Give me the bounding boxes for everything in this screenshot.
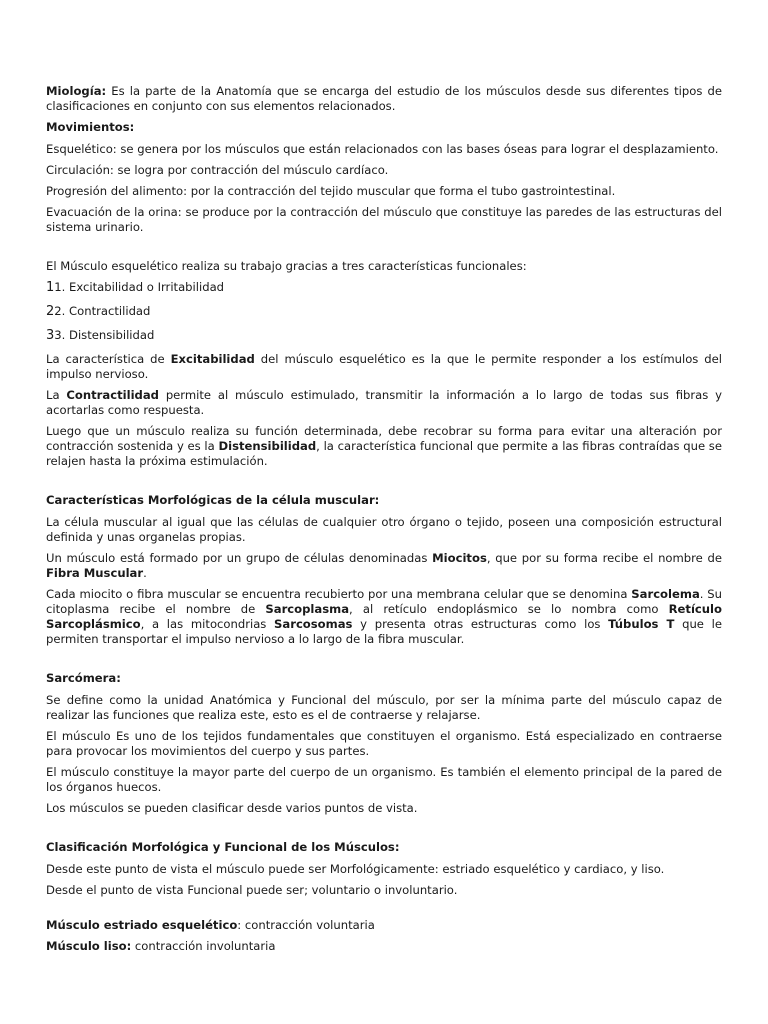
paragraph-intro-funcionales: El Músculo esquelético realiza su trabajo gracias a tres características funcionales:	[46, 259, 527, 273]
text: , al retículo endoplásmico se lo nombra como	[349, 602, 669, 616]
term: Contractilidad	[66, 388, 159, 402]
term: Sarcosomas	[274, 617, 353, 631]
heading-morfologicas: Características Morfológicas de la célula muscular:	[46, 493, 380, 507]
text-miologia: Es la parte de la Anatomía que se encarga del estudio de los músculos desde sus diferentes tipos de clasificaciones en conjunto con sus elementos relacionados.	[46, 84, 722, 113]
numbered-list	[46, 280, 722, 343]
term: Músculo estriado esquelético	[46, 918, 238, 932]
paragraph: Esquelético: se genera por los músculos que están relacionados con las bases óseas para lograr el desplazamiento.	[46, 142, 719, 156]
text: Cada miocito o fibra muscular se encuentra recubierto por una membrana celular que se denomina	[46, 587, 632, 601]
list-text: 1. Excitabilidad o Irritabilidad	[54, 280, 225, 294]
heading-movimientos: Movimientos:	[46, 120, 135, 134]
text: La	[46, 388, 67, 402]
paragraph: Desde el punto de vista Funcional puede ser; voluntario o involuntario.	[46, 883, 458, 897]
heading-sarcomera: Sarcómera:	[46, 671, 121, 685]
text: Un músculo está formado por un grupo de células denominadas	[46, 551, 433, 565]
list-number: 3	[46, 328, 55, 343]
term: Miocitos	[432, 551, 487, 565]
term: Túbulos T	[608, 617, 675, 631]
term: Sarcolema	[631, 587, 700, 601]
paragraph: El músculo constituye la mayor parte del cuerpo de un organismo. Es también el elemento principal de la pared de los órganos huecos.	[46, 765, 722, 794]
text: que le permiten transportar el impulso nervioso a lo largo de la fibra muscular.	[46, 617, 722, 646]
paragraph-sarcolema	[46, 587, 722, 647]
paragraph-miocitos	[46, 551, 722, 581]
paragraph-miologia	[46, 84, 722, 114]
term: Músculo liso:	[46, 939, 132, 953]
paragraph-distensibilidad	[46, 424, 722, 469]
text: permite al músculo estimulado, transmitir la información a lo largo de todas sus fibras y acortarlas como respuesta.	[46, 388, 722, 417]
paragraph-liso	[46, 939, 722, 954]
paragraph: El músculo Es uno de los tejidos fundamentales que constituyen el organismo. Está especializado en contraerse para provocar los movimientos del cuerpo y sus partes.	[46, 729, 722, 758]
list-text: 3. Distensibilidad	[54, 328, 155, 342]
list-item	[46, 328, 722, 343]
list-item	[46, 280, 722, 295]
paragraph: Evacuación de la orina: se produce por la contracción del músculo que constituye las paredes de las estructuras del sistema urinario.	[46, 205, 722, 234]
text: del músculo esquelético es la que le permite responder a los estímulos del impulso nervioso.	[46, 352, 722, 381]
term-miologia: Miología:	[46, 84, 107, 98]
term: Sarcoplasma	[265, 602, 350, 616]
text: y presenta otras estructuras como los	[352, 617, 609, 631]
text: La característica de	[46, 352, 171, 366]
document-page	[46, 84, 722, 960]
list-number: 2	[46, 304, 55, 319]
text: Luego que un músculo realiza su función determinada, debe recobrar su forma para evitar una alteración por contracción sostenida y es la	[46, 424, 722, 453]
text: .	[143, 566, 147, 580]
paragraph: Se define como la unidad Anatómica y Funcional del músculo, por ser la mínima parte del músculo capaz de realizar las funciones que realiza este, esto es el de contraerse y relajarse.	[46, 693, 722, 722]
paragraph: Los músculos se pueden clasificar desde varios puntos de vista.	[46, 801, 418, 815]
list-item	[46, 304, 722, 319]
text: , a las mitocondrias	[140, 617, 275, 631]
text: contracción involuntaria	[131, 939, 276, 953]
term: Retículo Sarcoplásmico	[46, 602, 722, 631]
paragraph: La célula muscular al igual que las células de cualquier otro órgano o tejido, poseen una composición estructural definida y unas organelas propias.	[46, 515, 722, 544]
text: . Su citoplasma recibe el nombre de	[46, 587, 722, 616]
heading-clasificacion: Clasificación Morfológica y Funcional de los Músculos:	[46, 840, 400, 854]
text: : contracción voluntaria	[237, 918, 375, 932]
paragraph-excitabilidad	[46, 352, 722, 382]
paragraph: Progresión del alimento: por la contracción del tejido muscular que forma el tubo gastrointestinal.	[46, 184, 616, 198]
paragraph: Circulación: se logra por contracción del músculo cardíaco.	[46, 163, 389, 177]
term: Fibra Muscular	[46, 566, 144, 580]
paragraph: Desde este punto de vista el músculo puede ser Morfológicamente: estriado esquelético y cardiaco, y liso.	[46, 862, 665, 876]
list-number: 1	[46, 280, 55, 295]
term: Distensibilidad	[218, 439, 317, 453]
term: Excitabilidad	[170, 352, 255, 366]
paragraph-contractilidad	[46, 388, 722, 418]
text: , la característica funcional que permite a las fibras contraídas que se relajen hasta la próxima estimulación.	[46, 439, 722, 468]
list-text: 2. Contractilidad	[54, 304, 151, 318]
paragraph-estriado	[46, 918, 722, 933]
text: , que por su forma recibe el nombre de	[486, 551, 722, 565]
